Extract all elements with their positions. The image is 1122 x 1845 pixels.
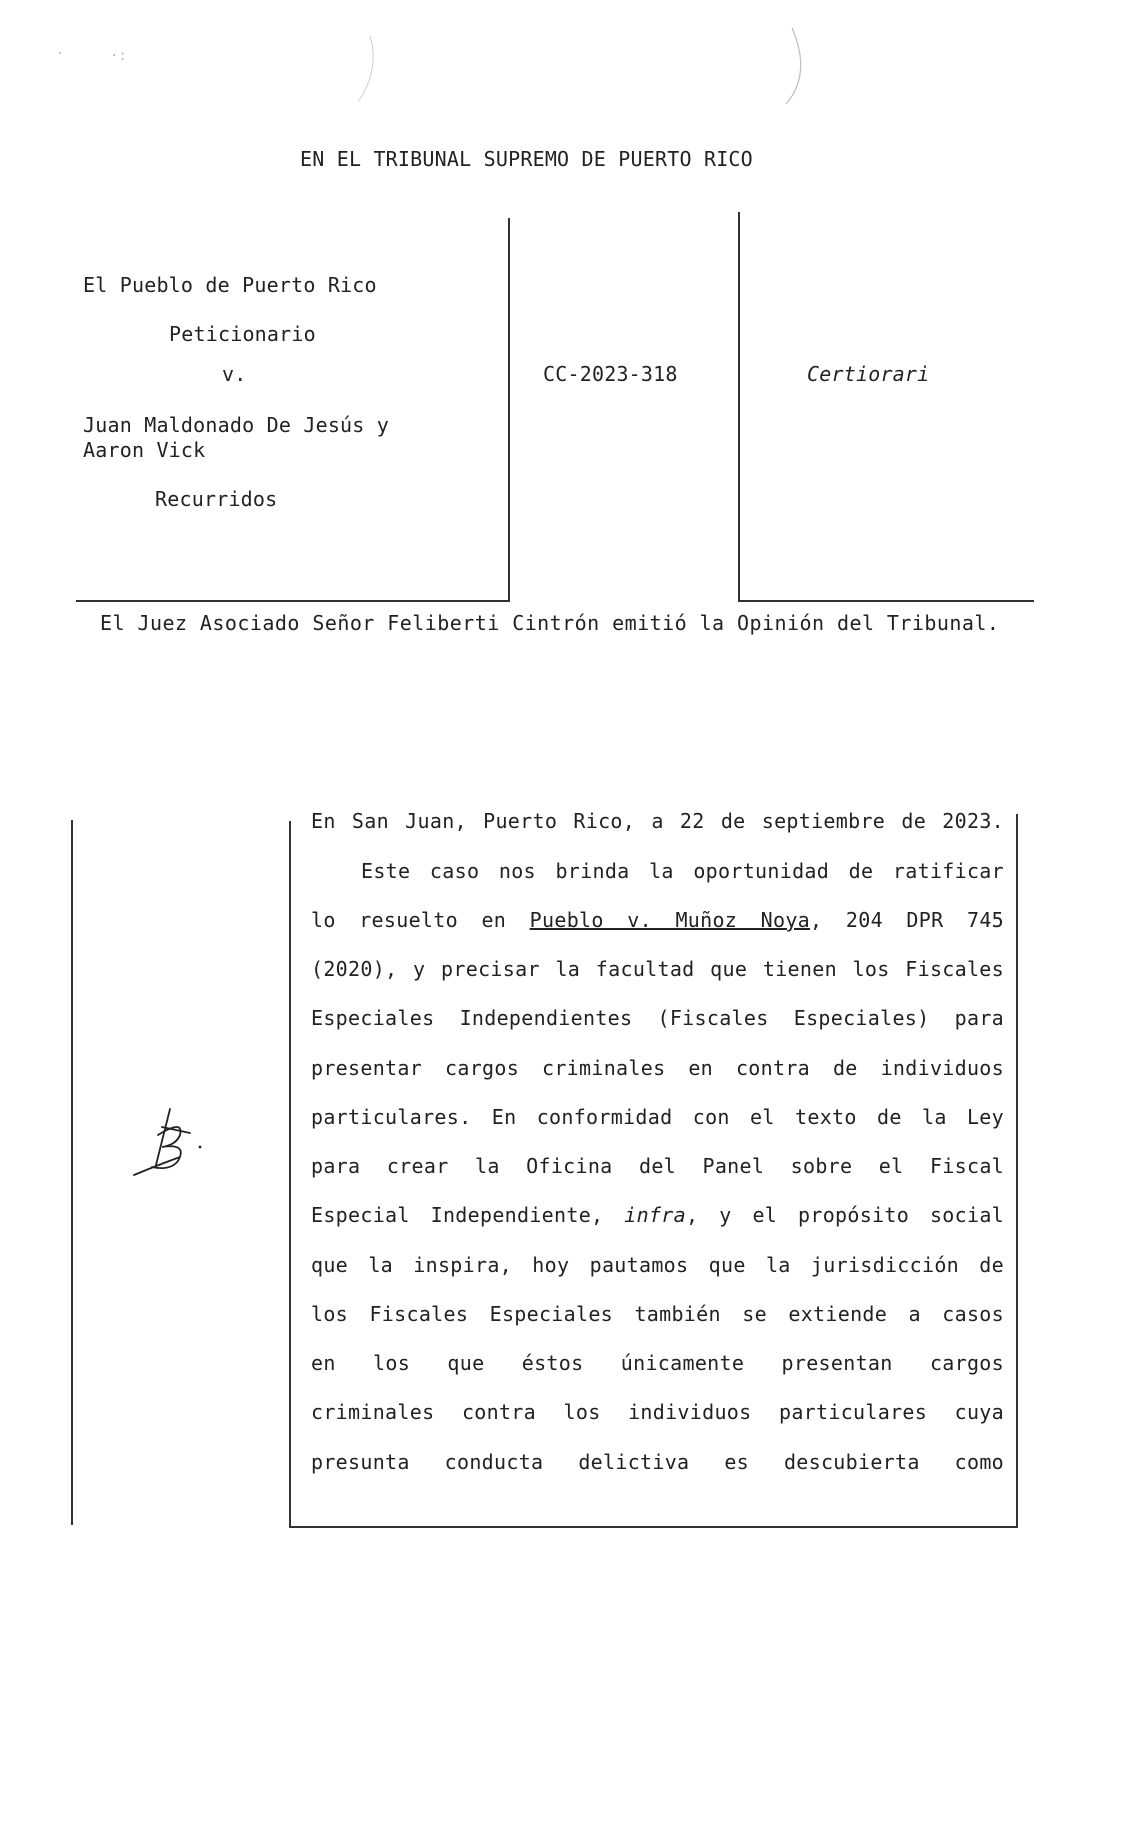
body-line-14: [311, 1452, 1004, 1472]
body-line-9: [311, 1205, 1004, 1225]
body-text: lo resuelto en: [311, 908, 507, 932]
caption-rule-right: [738, 600, 1034, 602]
case-number: CC-2023-318: [543, 362, 678, 386]
body-frame-left: [289, 821, 291, 1528]
body-text: criminales contra los individuos particulares cuya: [311, 1400, 1004, 1424]
body-line-2: [361, 861, 1004, 881]
proceeding-type: Certiorari: [807, 362, 930, 386]
body-text: Este caso nos brinda la oportunidad de ratificar: [361, 859, 1004, 883]
body-line-13: [311, 1402, 1004, 1422]
body-text: en los que éstos únicamente presentan cargos: [311, 1351, 1004, 1375]
body-text: los Fiscales Especiales también se extiende a casos: [311, 1302, 1004, 1326]
date-place: En San Juan, Puerto Rico, a 22 de septiembre de 2023.: [311, 809, 1004, 833]
body-line-1: [311, 811, 1004, 831]
body-line-7: [311, 1107, 1004, 1127]
body-line-5: [311, 1008, 1004, 1028]
scan-mark: ·: [56, 46, 65, 62]
versus: v.: [222, 362, 247, 386]
body-text: que la inspira, hoy pautamos que la jurisdicción de: [311, 1253, 1004, 1277]
left-margin-rule: [71, 820, 73, 1525]
body-text-italic: infra: [624, 1203, 686, 1227]
caption-divider-vertical-2: [738, 212, 740, 600]
body-text: presunta conducta delictiva es descubierta como: [311, 1450, 1004, 1474]
body-line-8: [311, 1156, 1004, 1176]
caption-rule-left: [76, 600, 510, 602]
scan-mark: ·:: [110, 48, 127, 64]
body-text: para crear la Oficina del Panel sobre el Fiscal: [311, 1154, 1004, 1178]
body-text: , 204 DPR 745: [810, 908, 1005, 932]
body-line-6: [311, 1058, 1004, 1078]
body-text: presentar cargos criminales en contra de individuos: [311, 1056, 1004, 1080]
defendants-role: Recurridos: [155, 487, 278, 511]
opinion-author-line: El Juez Asociado Señor Feliberti Cintrón emitió la Opinión del Tribunal.: [100, 611, 1000, 635]
plaintiff-name: El Pueblo de Puerto Rico: [83, 273, 377, 297]
initials-signature: [128, 1105, 208, 1180]
body-text: , y el propósito social: [686, 1203, 1005, 1227]
body-frame-right: [1016, 814, 1018, 1528]
defendants-line-1: Juan Maldonado De Jesús y: [83, 413, 390, 437]
case-citation: Pueblo v. Muñoz Noya: [529, 908, 811, 932]
court-title: EN EL TRIBUNAL SUPREMO DE PUERTO RICO: [300, 147, 753, 171]
body-text: (2020), y precisar la facultad que tienen los Fiscales: [311, 957, 1004, 981]
hole-punch-mark-right: [780, 24, 810, 114]
plaintiff-role: Peticionario: [169, 322, 316, 346]
body-line-3: [311, 910, 1004, 930]
defendants-line-2: Aaron Vick: [83, 438, 206, 462]
body-frame-bottom: [289, 1526, 1018, 1528]
body-line-12: [311, 1353, 1004, 1373]
body-text: Especial Independiente,: [311, 1203, 604, 1227]
caption-divider-vertical-1: [508, 218, 510, 600]
body-text: Especiales Independientes (Fiscales Especiales) para: [311, 1006, 1004, 1030]
body-line-4: [311, 959, 1004, 979]
hole-punch-mark-left: [350, 30, 380, 110]
body-line-10: [311, 1255, 1004, 1275]
body-text: particulares. En conformidad con el texto de la Ley: [311, 1105, 1004, 1129]
body-line-11: [311, 1304, 1004, 1324]
